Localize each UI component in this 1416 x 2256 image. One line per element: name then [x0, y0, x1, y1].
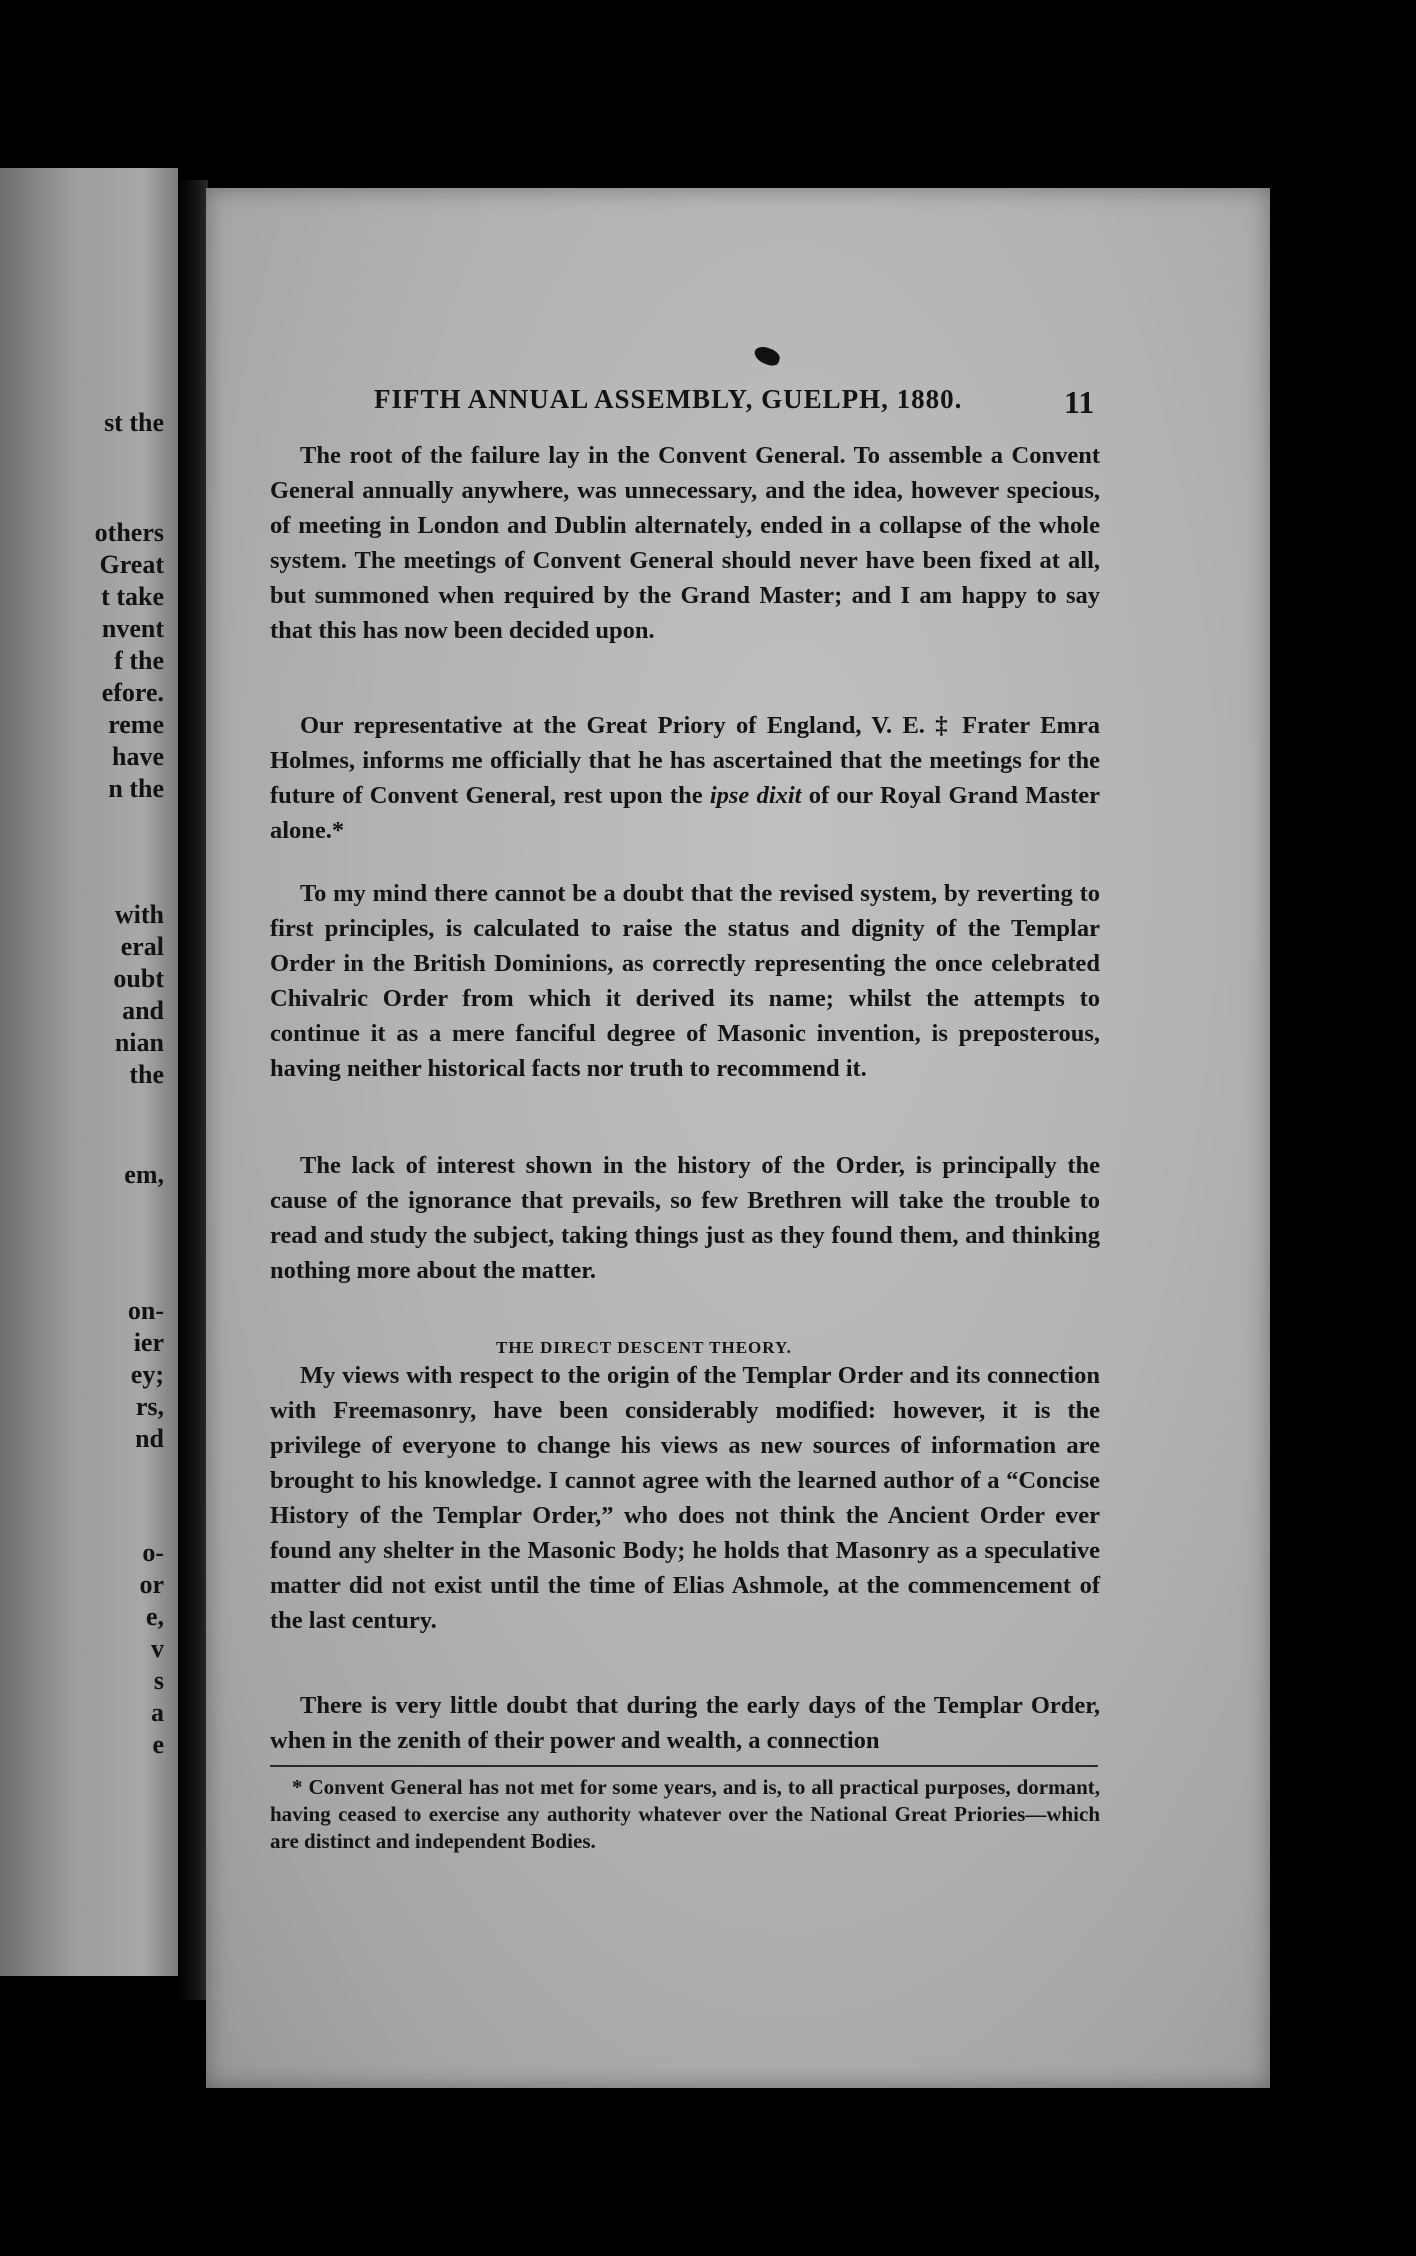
- paragraph-convent-general: The root of the failure lay in the Convent General. To assemble a Convent General annually anywhere, was unnecessary, and the idea, however specious, of meeting in London and Dublin alternately, ended in a collapse of the whole system. The meetings of Convent General should never have been fixed at all, but summoned when required by the Grand Master; and I am happy to say that this has now been decided upon.: [270, 442, 1100, 644]
- left-fragment: nian: [114, 1028, 164, 1057]
- running-head: FIFTH ANNUAL ASSEMBLY, GUELPH, 1880.: [374, 384, 963, 414]
- left-fragment: have: [112, 742, 164, 771]
- left-fragment: v: [151, 1634, 164, 1663]
- left-fragment: and: [122, 996, 164, 1025]
- ink-spot: [752, 344, 782, 368]
- left-fragment: nvent: [101, 614, 164, 643]
- italic-phrase: ipse dixit: [709, 782, 802, 809]
- paragraph-views-origin: My views with respect to the origin of the Templar Order and its connection with Freemasonry, have been considerably modified: however, it is the privilege of everyone to change his views as new sources of information are brought to his knowledge. I cannot agree with the learned author of a “Concise History of the Templar Order,” who does not think the Ancient Order ever found any shelter in the Masonic Body; he holds that Masonry as a speculative matter did not exist until the time of Elias Ashmole, at the commencement of the last century.: [270, 1362, 1100, 1634]
- book-page: [206, 188, 1270, 2088]
- footnote-divider: [270, 1765, 1098, 1767]
- left-fragment: rs,: [135, 1392, 164, 1421]
- paragraph-lack-of-interest: The lack of interest shown in the history of the Order, is principally the cause of the ignorance that prevails, so few Brethren will take the trouble to read and study the subject, taking things just as they found them, and thinking nothing more about the matter.: [270, 1152, 1100, 1284]
- left-fragment: ey;: [130, 1360, 164, 1389]
- left-fragment: a: [151, 1698, 164, 1727]
- left-fragment: others: [94, 518, 164, 547]
- left-fragment: t take: [101, 582, 164, 611]
- left-fragment: st the: [104, 408, 164, 437]
- paragraph-representative: [270, 708, 1100, 848]
- paragraph-revised-system: To my mind there cannot be a doubt that the revised system, by reverting to first principles, is calculated to raise the status and dignity of the Templar Order in the British Dominions, as correctly representing the once celebrated Chivalric Order from which it derived its name; whilst the attempts to continue it as a mere fanciful degree of Masonic invention, is preposterous, having neither historical facts nor truth to recommend it.: [270, 880, 1100, 1082]
- left-fragment: on-: [127, 1296, 164, 1325]
- section-heading: THE DIRECT DESCENT THEORY.: [496, 1338, 792, 1357]
- left-fragment: n the: [108, 774, 164, 803]
- left-fragment: reme: [108, 710, 164, 739]
- paragraph-early-days: There is very little doubt that during the early days of the Templar Order, when in the zenith of their power and wealth, a connection: [270, 1692, 1100, 1754]
- left-fragment: e: [152, 1730, 164, 1759]
- left-fragment: eral: [120, 932, 164, 961]
- left-fragment: with: [114, 900, 164, 929]
- left-fragment: or: [139, 1570, 164, 1599]
- left-fragment: e,: [145, 1602, 164, 1631]
- left-fragment: f the: [114, 646, 164, 675]
- left-fragment: o-: [142, 1538, 164, 1567]
- left-fragment: s: [153, 1666, 164, 1695]
- page-number: 11: [1064, 384, 1095, 420]
- left-fragment: nd: [135, 1424, 164, 1453]
- left-fragment: em,: [124, 1160, 164, 1189]
- left-fragment: the: [129, 1060, 164, 1089]
- left-fragment: efore.: [101, 678, 164, 707]
- left-fragment: Great: [99, 550, 164, 579]
- left-fragment: oubt: [113, 964, 164, 993]
- paragraph-text: of our Royal Grand Master alone.*: [270, 782, 1101, 844]
- book-gutter: [178, 180, 208, 2000]
- left-fragment: ier: [133, 1328, 164, 1357]
- footnote: * Convent General has not met for some years, and is, to all practical purposes, dormant, having ceased to exercise any authority whatever over the National Great Priories—which are distinct and independent Bodies.: [270, 1775, 1100, 1853]
- paragraph-text: Our representative at the Great Priory of England, V. E. ‡ Frater Emra Holmes, informs me officially that he has ascertained that the meetings for the future of Convent General, rest upon the: [270, 712, 1100, 809]
- adjacent-page-fragment: [0, 168, 178, 1976]
